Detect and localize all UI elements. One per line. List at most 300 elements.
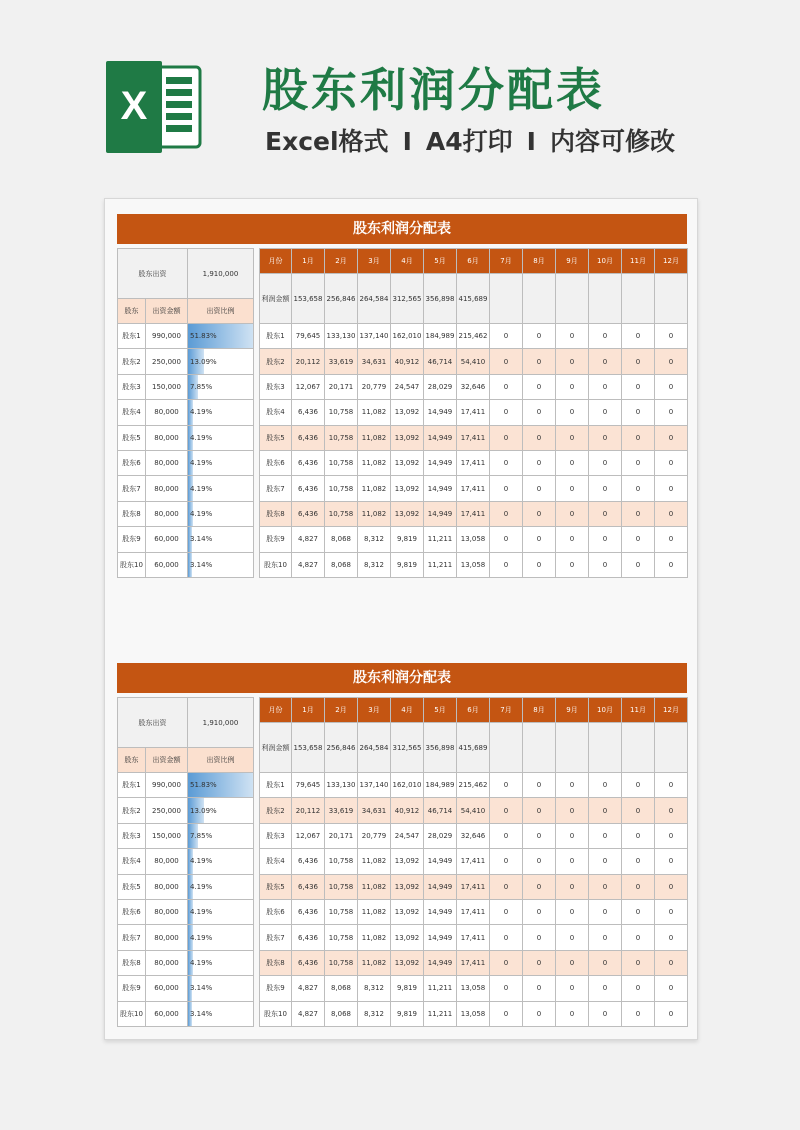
shareholder-name[interactable]: 股东6 bbox=[260, 899, 292, 924]
distribution-value[interactable]: 79,645 bbox=[292, 324, 325, 349]
distribution-value[interactable]: 46,714 bbox=[424, 349, 457, 374]
distribution-value[interactable]: 10,758 bbox=[325, 450, 358, 475]
month-header[interactable]: 9月 bbox=[556, 249, 589, 274]
distribution-value[interactable]: 4,827 bbox=[292, 527, 325, 552]
investment-ratio[interactable] bbox=[188, 899, 254, 924]
distribution-value[interactable]: 0 bbox=[490, 527, 523, 552]
distribution-value[interactable]: 0 bbox=[589, 925, 622, 950]
shareholder-name[interactable]: 股东5 bbox=[118, 874, 146, 899]
distribution-value[interactable]: 0 bbox=[490, 798, 523, 823]
distribution-value[interactable]: 0 bbox=[556, 400, 589, 425]
shareholder-name[interactable]: 股东7 bbox=[260, 925, 292, 950]
month-header[interactable]: 8月 bbox=[523, 698, 556, 723]
month-header[interactable]: 9月 bbox=[556, 698, 589, 723]
distribution-value[interactable]: 0 bbox=[523, 425, 556, 450]
distribution-value[interactable]: 8,068 bbox=[325, 976, 358, 1001]
distribution-value[interactable]: 0 bbox=[490, 552, 523, 577]
distribution-value[interactable]: 0 bbox=[655, 400, 688, 425]
distribution-value[interactable]: 0 bbox=[589, 1001, 622, 1026]
distribution-value[interactable]: 0 bbox=[523, 527, 556, 552]
shareholder-name[interactable]: 股东9 bbox=[260, 976, 292, 1001]
shareholder-name[interactable]: 股东3 bbox=[260, 823, 292, 848]
distribution-value[interactable]: 0 bbox=[523, 476, 556, 501]
profit-value[interactable]: 356,898 bbox=[424, 274, 457, 324]
distribution-value[interactable]: 0 bbox=[589, 976, 622, 1001]
column-header[interactable]: 出资比例 bbox=[188, 299, 254, 324]
distribution-value[interactable]: 33,619 bbox=[325, 798, 358, 823]
shareholder-name[interactable]: 股东1 bbox=[260, 324, 292, 349]
distribution-value[interactable]: 6,436 bbox=[292, 476, 325, 501]
investment-amount[interactable]: 990,000 bbox=[146, 324, 188, 349]
investment-amount[interactable]: 80,000 bbox=[146, 899, 188, 924]
distribution-value[interactable]: 0 bbox=[523, 849, 556, 874]
distribution-value[interactable]: 0 bbox=[556, 425, 589, 450]
distribution-value[interactable]: 0 bbox=[589, 501, 622, 526]
shareholder-name[interactable]: 股东10 bbox=[260, 552, 292, 577]
month-header[interactable]: 12月 bbox=[655, 249, 688, 274]
investment-ratio[interactable] bbox=[188, 773, 254, 798]
distribution-value[interactable]: 133,130 bbox=[325, 324, 358, 349]
distribution-value[interactable]: 0 bbox=[523, 874, 556, 899]
distribution-value[interactable]: 20,171 bbox=[325, 823, 358, 848]
distribution-value[interactable]: 0 bbox=[589, 874, 622, 899]
total-investment-value[interactable]: 1,910,000 bbox=[188, 698, 254, 748]
shareholder-name[interactable]: 股东5 bbox=[260, 874, 292, 899]
distribution-value[interactable]: 33,619 bbox=[325, 349, 358, 374]
shareholder-name[interactable]: 股东8 bbox=[260, 950, 292, 975]
distribution-value[interactable]: 0 bbox=[622, 823, 655, 848]
profit-value[interactable]: 356,898 bbox=[424, 723, 457, 773]
profit-value[interactable]: 312,565 bbox=[391, 274, 424, 324]
distribution-value[interactable]: 0 bbox=[589, 476, 622, 501]
distribution-value[interactable]: 0 bbox=[622, 450, 655, 475]
profit-value[interactable]: 256,846 bbox=[325, 723, 358, 773]
distribution-value[interactable]: 34,631 bbox=[358, 349, 391, 374]
distribution-value[interactable]: 133,130 bbox=[325, 773, 358, 798]
investment-amount[interactable]: 80,000 bbox=[146, 925, 188, 950]
distribution-value[interactable]: 0 bbox=[589, 552, 622, 577]
distribution-value[interactable]: 0 bbox=[589, 450, 622, 475]
distribution-value[interactable]: 0 bbox=[655, 501, 688, 526]
investment-ratio[interactable] bbox=[188, 925, 254, 950]
shareholder-name[interactable]: 股东5 bbox=[260, 425, 292, 450]
distribution-value[interactable]: 9,819 bbox=[391, 552, 424, 577]
investment-ratio[interactable] bbox=[188, 476, 254, 501]
distribution-value[interactable]: 0 bbox=[523, 976, 556, 1001]
distribution-value[interactable]: 215,462 bbox=[457, 324, 490, 349]
profit-value[interactable] bbox=[589, 723, 622, 773]
distribution-value[interactable]: 162,010 bbox=[391, 773, 424, 798]
investment-ratio[interactable] bbox=[188, 1001, 254, 1026]
distribution-value[interactable]: 10,758 bbox=[325, 400, 358, 425]
investment-amount[interactable]: 60,000 bbox=[146, 976, 188, 1001]
shareholder-name[interactable]: 股东8 bbox=[118, 950, 146, 975]
distribution-value[interactable]: 0 bbox=[622, 874, 655, 899]
distribution-value[interactable]: 20,112 bbox=[292, 798, 325, 823]
profit-value[interactable] bbox=[622, 723, 655, 773]
shareholder-name[interactable]: 股东7 bbox=[260, 476, 292, 501]
shareholder-name[interactable]: 股东9 bbox=[118, 976, 146, 1001]
distribution-value[interactable]: 0 bbox=[490, 849, 523, 874]
investment-ratio[interactable] bbox=[188, 552, 254, 577]
shareholder-name[interactable]: 股东10 bbox=[260, 1001, 292, 1026]
distribution-value[interactable]: 0 bbox=[655, 849, 688, 874]
distribution-value[interactable]: 0 bbox=[589, 899, 622, 924]
distribution-value[interactable]: 13,092 bbox=[391, 950, 424, 975]
distribution-value[interactable]: 20,112 bbox=[292, 349, 325, 374]
distribution-value[interactable]: 0 bbox=[622, 324, 655, 349]
shareholder-name[interactable]: 股东6 bbox=[118, 450, 146, 475]
distribution-value[interactable]: 4,827 bbox=[292, 976, 325, 1001]
distribution-value[interactable]: 6,436 bbox=[292, 849, 325, 874]
distribution-value[interactable]: 11,082 bbox=[358, 425, 391, 450]
distribution-value[interactable]: 8,068 bbox=[325, 527, 358, 552]
profit-value[interactable] bbox=[556, 274, 589, 324]
distribution-value[interactable]: 0 bbox=[523, 450, 556, 475]
month-header[interactable]: 2月 bbox=[325, 698, 358, 723]
distribution-value[interactable]: 13,058 bbox=[457, 552, 490, 577]
profit-value[interactable]: 415,689 bbox=[457, 723, 490, 773]
distribution-value[interactable]: 0 bbox=[622, 1001, 655, 1026]
shareholder-name[interactable]: 股东6 bbox=[260, 450, 292, 475]
month-header-label[interactable]: 月份 bbox=[260, 249, 292, 274]
distribution-value[interactable]: 54,410 bbox=[457, 349, 490, 374]
distribution-value[interactable]: 32,646 bbox=[457, 823, 490, 848]
month-header-label[interactable]: 月份 bbox=[260, 698, 292, 723]
distribution-value[interactable]: 9,819 bbox=[391, 527, 424, 552]
distribution-value[interactable]: 6,436 bbox=[292, 501, 325, 526]
distribution-value[interactable]: 0 bbox=[556, 976, 589, 1001]
distribution-value[interactable]: 12,067 bbox=[292, 823, 325, 848]
shareholder-name[interactable]: 股东3 bbox=[118, 823, 146, 848]
distribution-value[interactable]: 0 bbox=[523, 925, 556, 950]
distribution-value[interactable]: 17,411 bbox=[457, 874, 490, 899]
distribution-value[interactable]: 0 bbox=[523, 324, 556, 349]
investment-amount[interactable]: 80,000 bbox=[146, 874, 188, 899]
shareholder-name[interactable]: 股东4 bbox=[260, 400, 292, 425]
profit-value[interactable]: 264,584 bbox=[358, 274, 391, 324]
distribution-value[interactable]: 17,411 bbox=[457, 925, 490, 950]
distribution-value[interactable]: 14,949 bbox=[424, 425, 457, 450]
distribution-value[interactable]: 0 bbox=[589, 527, 622, 552]
month-header[interactable]: 10月 bbox=[589, 249, 622, 274]
distribution-value[interactable]: 0 bbox=[622, 899, 655, 924]
distribution-value[interactable]: 0 bbox=[622, 400, 655, 425]
distribution-value[interactable]: 14,949 bbox=[424, 925, 457, 950]
distribution-value[interactable]: 0 bbox=[490, 450, 523, 475]
investment-amount[interactable]: 80,000 bbox=[146, 950, 188, 975]
month-header[interactable]: 4月 bbox=[391, 249, 424, 274]
month-header[interactable]: 7月 bbox=[490, 249, 523, 274]
distribution-value[interactable]: 0 bbox=[556, 552, 589, 577]
total-investment-value[interactable]: 1,910,000 bbox=[188, 249, 254, 299]
distribution-value[interactable]: 6,436 bbox=[292, 899, 325, 924]
profit-value[interactable]: 312,565 bbox=[391, 723, 424, 773]
month-header[interactable]: 5月 bbox=[424, 249, 457, 274]
distribution-value[interactable]: 8,068 bbox=[325, 552, 358, 577]
distribution-value[interactable]: 17,411 bbox=[457, 476, 490, 501]
distribution-value[interactable]: 0 bbox=[490, 925, 523, 950]
distribution-value[interactable]: 0 bbox=[622, 425, 655, 450]
investment-ratio[interactable] bbox=[188, 400, 254, 425]
distribution-value[interactable]: 13,092 bbox=[391, 874, 424, 899]
distribution-value[interactable]: 215,462 bbox=[457, 773, 490, 798]
distribution-value[interactable]: 137,140 bbox=[358, 773, 391, 798]
distribution-value[interactable]: 14,949 bbox=[424, 400, 457, 425]
distribution-value[interactable]: 0 bbox=[622, 950, 655, 975]
distribution-value[interactable]: 0 bbox=[655, 450, 688, 475]
distribution-value[interactable]: 8,312 bbox=[358, 976, 391, 1001]
investment-amount[interactable]: 60,000 bbox=[146, 527, 188, 552]
distribution-value[interactable]: 0 bbox=[523, 899, 556, 924]
distribution-value[interactable]: 0 bbox=[556, 823, 589, 848]
distribution-value[interactable]: 0 bbox=[655, 425, 688, 450]
distribution-value[interactable]: 0 bbox=[523, 501, 556, 526]
distribution-value[interactable]: 0 bbox=[523, 1001, 556, 1026]
distribution-value[interactable]: 11,082 bbox=[358, 950, 391, 975]
distribution-value[interactable]: 0 bbox=[490, 374, 523, 399]
distribution-value[interactable]: 0 bbox=[490, 950, 523, 975]
profit-value[interactable] bbox=[490, 723, 523, 773]
column-header[interactable]: 出资金额 bbox=[146, 299, 188, 324]
distribution-value[interactable]: 24,547 bbox=[391, 374, 424, 399]
distribution-value[interactable]: 0 bbox=[490, 899, 523, 924]
profit-value[interactable] bbox=[523, 723, 556, 773]
month-header[interactable]: 11月 bbox=[622, 249, 655, 274]
distribution-value[interactable]: 0 bbox=[490, 400, 523, 425]
investment-ratio[interactable] bbox=[188, 450, 254, 475]
profit-value[interactable] bbox=[655, 274, 688, 324]
distribution-value[interactable]: 0 bbox=[655, 374, 688, 399]
month-header[interactable]: 7月 bbox=[490, 698, 523, 723]
column-header[interactable]: 出资比例 bbox=[188, 748, 254, 773]
distribution-value[interactable]: 13,058 bbox=[457, 976, 490, 1001]
distribution-value[interactable]: 11,211 bbox=[424, 976, 457, 1001]
profit-label[interactable]: 利润金额 bbox=[260, 723, 292, 773]
distribution-value[interactable]: 0 bbox=[523, 349, 556, 374]
profit-value[interactable]: 256,846 bbox=[325, 274, 358, 324]
shareholder-name[interactable]: 股东2 bbox=[118, 349, 146, 374]
distribution-value[interactable]: 0 bbox=[655, 527, 688, 552]
distribution-value[interactable]: 14,949 bbox=[424, 450, 457, 475]
shareholder-name[interactable]: 股东1 bbox=[118, 324, 146, 349]
distribution-value[interactable]: 11,082 bbox=[358, 450, 391, 475]
investment-amount[interactable]: 80,000 bbox=[146, 400, 188, 425]
distribution-value[interactable]: 0 bbox=[589, 324, 622, 349]
distribution-value[interactable]: 13,092 bbox=[391, 501, 424, 526]
distribution-value[interactable]: 0 bbox=[523, 823, 556, 848]
distribution-value[interactable]: 6,436 bbox=[292, 400, 325, 425]
distribution-value[interactable]: 0 bbox=[655, 324, 688, 349]
column-header[interactable]: 股东 bbox=[118, 299, 146, 324]
distribution-value[interactable]: 0 bbox=[589, 849, 622, 874]
distribution-value[interactable]: 0 bbox=[655, 773, 688, 798]
distribution-value[interactable]: 10,758 bbox=[325, 425, 358, 450]
distribution-value[interactable]: 0 bbox=[655, 798, 688, 823]
distribution-value[interactable]: 17,411 bbox=[457, 950, 490, 975]
distribution-value[interactable]: 79,645 bbox=[292, 773, 325, 798]
distribution-value[interactable]: 0 bbox=[622, 476, 655, 501]
distribution-value[interactable]: 0 bbox=[556, 1001, 589, 1026]
distribution-value[interactable]: 14,949 bbox=[424, 950, 457, 975]
distribution-value[interactable]: 0 bbox=[622, 374, 655, 399]
distribution-value[interactable]: 34,631 bbox=[358, 798, 391, 823]
shareholder-name[interactable]: 股东5 bbox=[118, 425, 146, 450]
distribution-value[interactable]: 0 bbox=[556, 501, 589, 526]
distribution-value[interactable]: 10,758 bbox=[325, 950, 358, 975]
investment-ratio[interactable] bbox=[188, 950, 254, 975]
profit-value[interactable]: 415,689 bbox=[457, 274, 490, 324]
distribution-value[interactable]: 13,092 bbox=[391, 925, 424, 950]
month-header[interactable]: 1月 bbox=[292, 698, 325, 723]
distribution-value[interactable]: 8,312 bbox=[358, 552, 391, 577]
investment-amount[interactable]: 80,000 bbox=[146, 476, 188, 501]
investment-amount[interactable]: 80,000 bbox=[146, 849, 188, 874]
distribution-value[interactable]: 4,827 bbox=[292, 552, 325, 577]
distribution-value[interactable]: 0 bbox=[589, 798, 622, 823]
distribution-value[interactable]: 0 bbox=[556, 324, 589, 349]
shareholder-name[interactable]: 股东8 bbox=[260, 501, 292, 526]
distribution-value[interactable]: 0 bbox=[523, 773, 556, 798]
investment-amount[interactable]: 250,000 bbox=[146, 798, 188, 823]
shareholder-name[interactable]: 股东6 bbox=[118, 899, 146, 924]
shareholder-name[interactable]: 股东7 bbox=[118, 476, 146, 501]
investment-amount[interactable]: 250,000 bbox=[146, 349, 188, 374]
distribution-value[interactable]: 4,827 bbox=[292, 1001, 325, 1026]
distribution-value[interactable]: 20,171 bbox=[325, 374, 358, 399]
distribution-value[interactable]: 0 bbox=[655, 823, 688, 848]
distribution-value[interactable]: 10,758 bbox=[325, 925, 358, 950]
profit-value[interactable]: 264,584 bbox=[358, 723, 391, 773]
distribution-value[interactable]: 28,029 bbox=[424, 823, 457, 848]
distribution-value[interactable]: 0 bbox=[490, 976, 523, 1001]
distribution-value[interactable]: 0 bbox=[622, 527, 655, 552]
investment-ratio[interactable] bbox=[188, 374, 254, 399]
distribution-value[interactable]: 0 bbox=[622, 976, 655, 1001]
shareholder-name[interactable]: 股东1 bbox=[118, 773, 146, 798]
distribution-value[interactable]: 0 bbox=[655, 552, 688, 577]
distribution-value[interactable]: 0 bbox=[490, 349, 523, 374]
shareholder-name[interactable]: 股东2 bbox=[260, 349, 292, 374]
distribution-value[interactable]: 13,058 bbox=[457, 1001, 490, 1026]
total-investment-label[interactable]: 股东出资 bbox=[118, 698, 188, 748]
distribution-value[interactable]: 11,082 bbox=[358, 849, 391, 874]
distribution-value[interactable]: 0 bbox=[655, 976, 688, 1001]
distribution-value[interactable]: 0 bbox=[556, 874, 589, 899]
distribution-value[interactable]: 20,779 bbox=[358, 823, 391, 848]
distribution-value[interactable]: 0 bbox=[622, 849, 655, 874]
investment-amount[interactable]: 990,000 bbox=[146, 773, 188, 798]
distribution-value[interactable]: 10,758 bbox=[325, 874, 358, 899]
investment-ratio[interactable] bbox=[188, 527, 254, 552]
investment-amount[interactable]: 150,000 bbox=[146, 374, 188, 399]
distribution-value[interactable]: 0 bbox=[490, 773, 523, 798]
distribution-value[interactable]: 0 bbox=[523, 798, 556, 823]
distribution-value[interactable]: 0 bbox=[556, 899, 589, 924]
distribution-value[interactable]: 13,092 bbox=[391, 849, 424, 874]
shareholder-name[interactable]: 股东4 bbox=[118, 400, 146, 425]
distribution-value[interactable]: 0 bbox=[589, 374, 622, 399]
profit-value[interactable] bbox=[589, 274, 622, 324]
investment-ratio[interactable] bbox=[188, 798, 254, 823]
distribution-value[interactable]: 0 bbox=[523, 950, 556, 975]
distribution-value[interactable]: 11,211 bbox=[424, 552, 457, 577]
distribution-value[interactable]: 184,989 bbox=[424, 773, 457, 798]
shareholder-name[interactable]: 股东10 bbox=[118, 552, 146, 577]
distribution-value[interactable]: 0 bbox=[490, 476, 523, 501]
month-header[interactable]: 3月 bbox=[358, 249, 391, 274]
distribution-value[interactable]: 13,092 bbox=[391, 476, 424, 501]
distribution-value[interactable]: 0 bbox=[556, 950, 589, 975]
shareholder-name[interactable]: 股东4 bbox=[118, 849, 146, 874]
profit-value[interactable] bbox=[556, 723, 589, 773]
distribution-value[interactable]: 0 bbox=[655, 899, 688, 924]
distribution-value[interactable]: 0 bbox=[622, 925, 655, 950]
shareholder-name[interactable]: 股东3 bbox=[260, 374, 292, 399]
distribution-value[interactable]: 0 bbox=[556, 925, 589, 950]
distribution-value[interactable]: 46,714 bbox=[424, 798, 457, 823]
month-header[interactable]: 8月 bbox=[523, 249, 556, 274]
distribution-value[interactable]: 184,989 bbox=[424, 324, 457, 349]
profit-value[interactable]: 153,658 bbox=[292, 274, 325, 324]
distribution-value[interactable]: 0 bbox=[622, 552, 655, 577]
distribution-value[interactable]: 8,068 bbox=[325, 1001, 358, 1026]
distribution-value[interactable]: 17,411 bbox=[457, 849, 490, 874]
distribution-value[interactable]: 0 bbox=[490, 501, 523, 526]
distribution-value[interactable]: 0 bbox=[490, 324, 523, 349]
month-header[interactable]: 4月 bbox=[391, 698, 424, 723]
distribution-value[interactable]: 0 bbox=[490, 823, 523, 848]
distribution-value[interactable]: 14,949 bbox=[424, 476, 457, 501]
distribution-value[interactable]: 0 bbox=[622, 773, 655, 798]
month-header[interactable]: 3月 bbox=[358, 698, 391, 723]
distribution-value[interactable]: 0 bbox=[655, 950, 688, 975]
shareholder-name[interactable]: 股东2 bbox=[118, 798, 146, 823]
distribution-value[interactable]: 0 bbox=[655, 1001, 688, 1026]
distribution-value[interactable]: 40,912 bbox=[391, 798, 424, 823]
distribution-value[interactable]: 13,092 bbox=[391, 425, 424, 450]
distribution-value[interactable]: 11,211 bbox=[424, 1001, 457, 1026]
distribution-value[interactable]: 28,029 bbox=[424, 374, 457, 399]
distribution-value[interactable]: 13,092 bbox=[391, 899, 424, 924]
distribution-value[interactable]: 10,758 bbox=[325, 899, 358, 924]
distribution-value[interactable]: 0 bbox=[622, 349, 655, 374]
distribution-value[interactable]: 0 bbox=[589, 823, 622, 848]
distribution-value[interactable]: 137,140 bbox=[358, 324, 391, 349]
distribution-value[interactable]: 11,082 bbox=[358, 874, 391, 899]
month-header[interactable]: 2月 bbox=[325, 249, 358, 274]
distribution-value[interactable]: 0 bbox=[622, 798, 655, 823]
distribution-value[interactable]: 11,082 bbox=[358, 476, 391, 501]
distribution-value[interactable]: 6,436 bbox=[292, 950, 325, 975]
distribution-value[interactable]: 14,949 bbox=[424, 899, 457, 924]
distribution-value[interactable]: 10,758 bbox=[325, 501, 358, 526]
shareholder-name[interactable]: 股东9 bbox=[260, 527, 292, 552]
distribution-value[interactable]: 0 bbox=[490, 425, 523, 450]
month-header[interactable]: 12月 bbox=[655, 698, 688, 723]
distribution-value[interactable]: 32,646 bbox=[457, 374, 490, 399]
distribution-value[interactable]: 13,092 bbox=[391, 400, 424, 425]
distribution-value[interactable]: 0 bbox=[556, 450, 589, 475]
distribution-value[interactable]: 17,411 bbox=[457, 425, 490, 450]
distribution-value[interactable]: 14,949 bbox=[424, 874, 457, 899]
shareholder-name[interactable]: 股东2 bbox=[260, 798, 292, 823]
distribution-value[interactable]: 0 bbox=[655, 925, 688, 950]
distribution-value[interactable]: 8,312 bbox=[358, 1001, 391, 1026]
profit-value[interactable] bbox=[622, 274, 655, 324]
distribution-value[interactable]: 17,411 bbox=[457, 400, 490, 425]
distribution-value[interactable]: 0 bbox=[622, 501, 655, 526]
